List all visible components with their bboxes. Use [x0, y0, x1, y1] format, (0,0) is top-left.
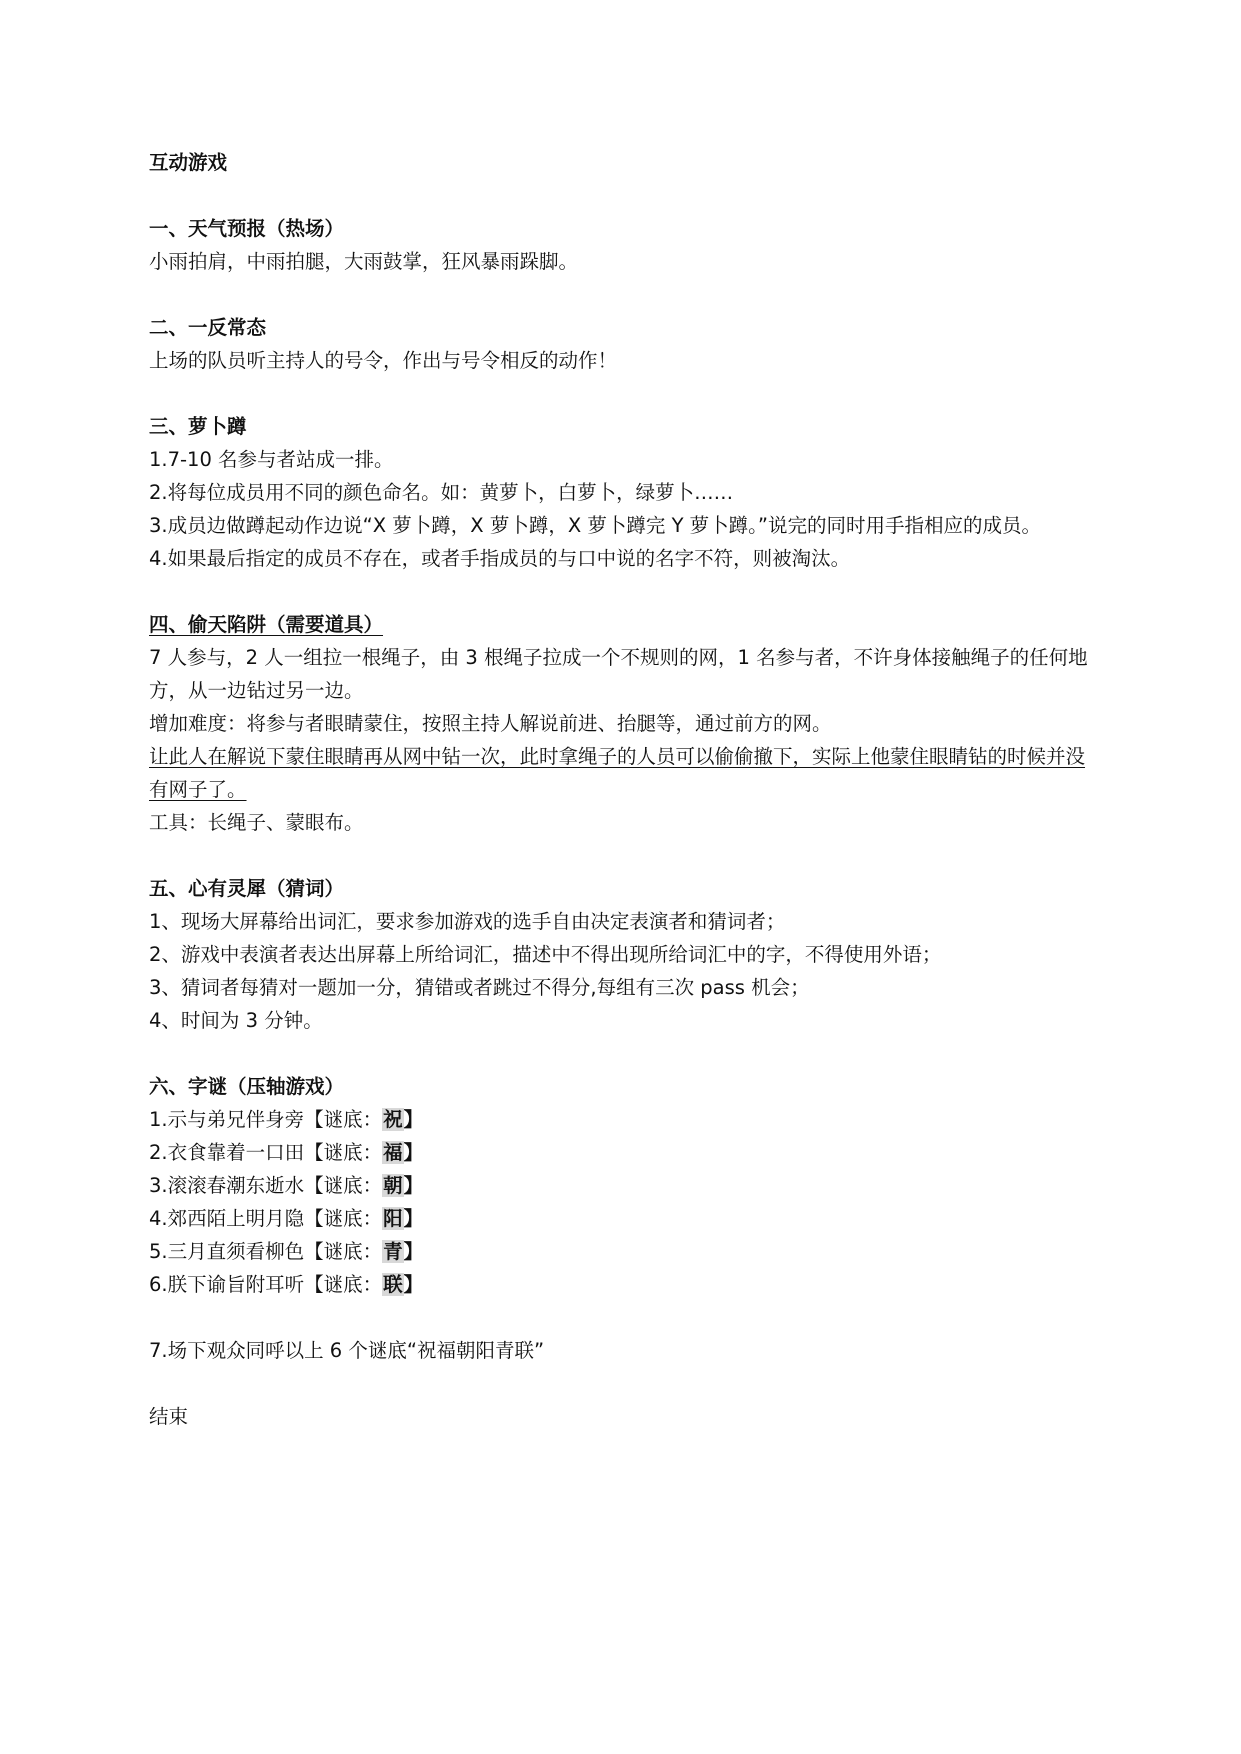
riddle-answer-prefix: 【谜底： — [304, 1108, 383, 1131]
riddle-answer-prefix: 【谜底： — [304, 1207, 383, 1230]
section-3-item: 2.将每位成员用不同的颜色命名。如：黄萝卜，白萝卜，绿萝卜…… — [149, 481, 734, 504]
riddle-answer-suffix: 】 — [403, 1207, 424, 1230]
riddle-answer-prefix: 【谜底： — [304, 1273, 383, 1296]
riddle-row — [149, 1202, 1099, 1235]
section-3-heading: 三、萝卜蹲 — [149, 415, 247, 438]
document-end: 结束 — [149, 1405, 189, 1428]
riddle-answer-prefix: 【谜底： — [304, 1174, 383, 1197]
riddle-question: 6.朕下谕旨附耳听 — [149, 1273, 305, 1296]
riddle-answer-suffix: 】 — [403, 1141, 424, 1164]
section-4-underlined-note: 让此人在解说下蒙住眼睛再从网中钻一次，此时拿绳子的人员可以偷偷撤下，实际上他蒙住眼睛钻的时候并没有网子了。 — [149, 745, 1086, 801]
riddle-answer-suffix: 】 — [403, 1240, 424, 1263]
riddle-row — [149, 1169, 1099, 1202]
riddle-question: 5.三月直须看柳色 — [149, 1240, 305, 1263]
section-3-item: 3.成员边做蹲起动作边说“X 萝卜蹲，X 萝卜蹲，X 萝卜蹲完 Y 萝卜蹲。”说完的同时用手指相应的成员。 — [149, 514, 1042, 537]
riddle-answer: 福 — [383, 1141, 403, 1164]
riddle-answer-prefix: 【谜底： — [304, 1240, 383, 1263]
riddle-answer: 祝 — [383, 1108, 403, 1131]
section-1-heading: 一、天气预报（热场） — [149, 217, 345, 240]
section-5-item: 4、时间为 3 分钟。 — [149, 1009, 323, 1032]
riddle-question: 4.郊西陌上明月隐 — [149, 1207, 305, 1230]
riddle-answer: 朝 — [383, 1174, 403, 1197]
section-4-heading: 四、偷天陷阱（需要道具） — [149, 613, 384, 636]
document-title: 互动游戏 — [149, 151, 228, 174]
section-5-item: 2、游戏中表演者表达出屏幕上所给词汇，描述中不得出现所给词汇中的字，不得使用外语； — [149, 943, 942, 966]
riddle-row — [149, 1235, 1099, 1268]
riddle-answer-suffix: 】 — [403, 1108, 424, 1131]
riddle-answer-prefix: 【谜底： — [304, 1141, 383, 1164]
section-6-heading: 六、字谜（压轴游戏） — [149, 1075, 345, 1098]
riddle-answer: 联 — [383, 1273, 403, 1296]
riddle-answer: 阳 — [383, 1207, 403, 1230]
riddle-question: 1.示与弟兄伴身旁 — [149, 1108, 305, 1131]
section-4-paragraph: 增加难度：将参与者眼睛蒙住，按照主持人解说前进、抬腿等，通过前方的网。 — [149, 712, 832, 735]
riddle-question: 2.衣食靠着一口田 — [149, 1141, 305, 1164]
section-3-item: 1.7-10 名参与者站成一排。 — [149, 448, 394, 471]
section-1-body: 小雨拍肩，中雨拍腿，大雨鼓掌，狂风暴雨跺脚。 — [149, 250, 579, 273]
section-3-item: 4.如果最后指定的成员不存在，或者手指成员的与口中说的名字不符，则被淘汰。 — [149, 547, 851, 570]
section-5-item: 3、猜词者每猜对一题加一分，猜错或者跳过不得分,每组有三次 pass 机会； — [149, 976, 810, 999]
riddle-row — [149, 1136, 1099, 1169]
riddle-row — [149, 1103, 1099, 1136]
document-page — [149, 146, 1099, 1433]
riddle-question: 3.滚滚春潮东逝水 — [149, 1174, 305, 1197]
riddle-answer: 青 — [383, 1240, 403, 1263]
section-4-paragraph: 7 人参与，2 人一组拉一根绳子，由 3 根绳子拉成一个不规则的网，1 名参与者，不许身体接触绳子的任何地方，从一边钻过另一边。 — [149, 646, 1088, 702]
section-4-tools: 工具：长绳子、蒙眼布。 — [149, 811, 364, 834]
riddle-row — [149, 1268, 1099, 1301]
section-5-item: 1、现场大屏幕给出词汇，要求参加游戏的选手自由决定表演者和猜词者； — [149, 910, 786, 933]
riddle-answer-suffix: 】 — [403, 1174, 424, 1197]
section-5-heading: 五、心有灵犀（猜词） — [149, 877, 345, 900]
section-2-heading: 二、一反常态 — [149, 316, 267, 339]
section-6-final: 7.场下观众同呼以上 6 个谜底“祝福朝阳青联” — [149, 1339, 545, 1362]
riddle-answer-suffix: 】 — [403, 1273, 424, 1296]
section-2-body: 上场的队员听主持人的号令，作出与号令相反的动作！ — [149, 349, 618, 372]
